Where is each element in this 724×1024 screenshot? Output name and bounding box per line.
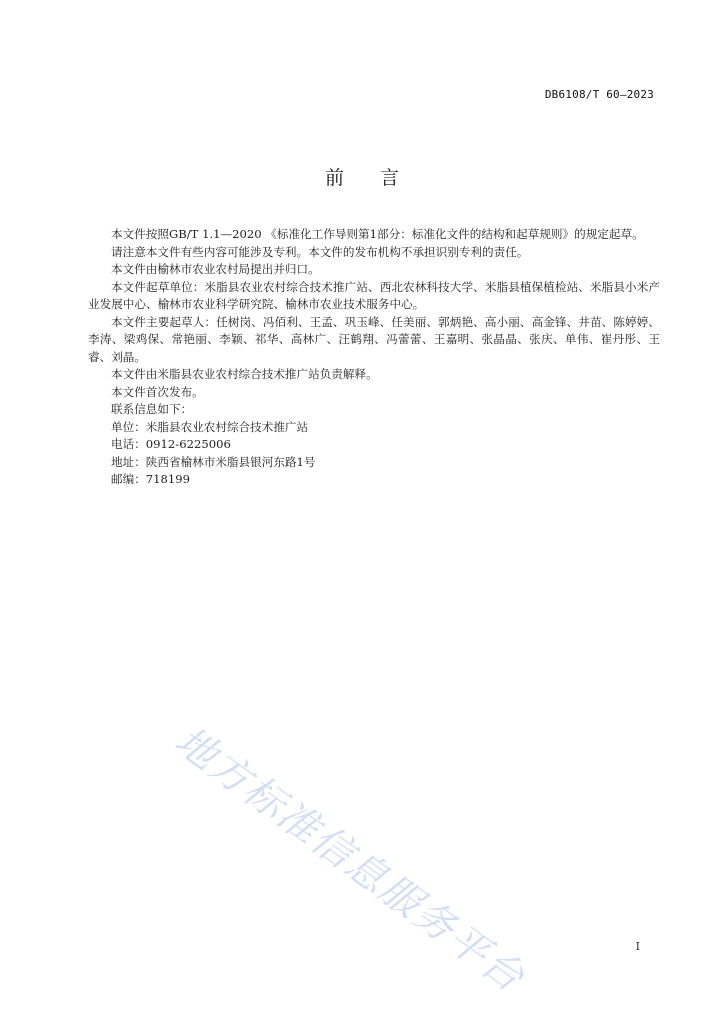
paragraph-drafting-units: 本文件起草单位：米脂县农业农村综合技术推广站、西北农林科技大学、米脂县植保植检站、米脂县小米产业发展中心、榆林市农业科学研究院、榆林市农业技术服务中心。 — [88, 279, 660, 311]
contact-phone: 电话：0912-6225006 — [111, 437, 231, 451]
watermark: 地方标准信息服务平台 — [166, 717, 534, 1002]
paragraph-drafting-rules: 本文件按照GB/T 1.1—2020 《标准化工作导则第1部分：标准化文件的结构和起草规则》的规定起草。 — [111, 227, 644, 241]
contact-postcode: 邮编：718199 — [111, 472, 191, 486]
foreword-body — [88, 226, 660, 489]
paragraph-patent-notice: 请注意本文件有些内容可能涉及专利。本文件的发布机构不承担识别专利的责任。 — [111, 244, 529, 259]
paragraph-first-release: 本文件首次发布。 — [111, 384, 204, 399]
contact-unit: 单位：米脂县农业农村综合技术推广站 — [111, 419, 309, 434]
paragraph-interpretation: 本文件由米脂县农业农村综合技术推广站负责解释。 — [111, 367, 378, 381]
paragraph-drafters: 本文件主要起草人：任树岗、冯佰利、王孟、巩玉峰、任美丽、郭炳艳、高小丽、高金锋、井苗、陈婷婷、李涛、梁鸡保、常艳丽、李颖、祁华、高林广、汪鹤翔、冯蕾蕾、王嘉明、张晶晶、张庆、单伟、崔丹彤、王睿、刘晶。 — [88, 314, 660, 364]
paragraph-contact-heading: 联系信息如下： — [111, 402, 193, 416]
page-title: 前言 — [324, 167, 435, 189]
paragraph-proposer: 本文件由榆林市农业农村局提出并归口。 — [111, 262, 320, 276]
contact-address: 地址：陕西省榆林市米脂县银河东路1号 — [111, 454, 316, 469]
page-number: I — [635, 940, 640, 953]
document-id: DB6108/T 60—2023 — [544, 88, 654, 101]
